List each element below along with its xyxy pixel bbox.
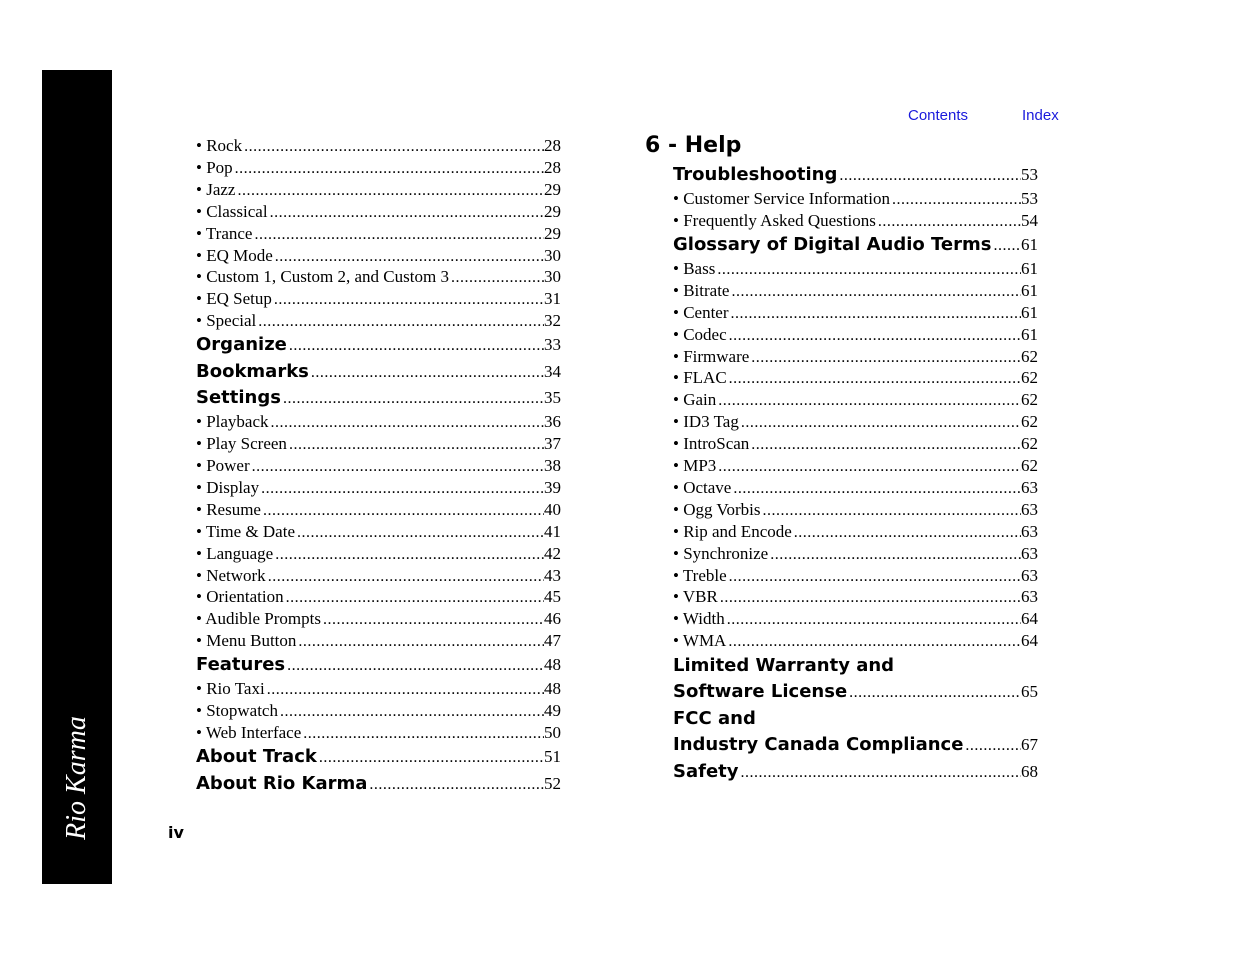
toc-entry[interactable] [196,387,561,408]
toc-entry-page: 33 [544,335,561,355]
toc-entry-label: • Playback [196,412,269,432]
toc-entry[interactable] [673,456,1038,476]
dot-leader [717,261,1021,279]
toc-entry-page: 63 [1021,499,1038,519]
toc-entry-page: 61 [1021,280,1038,300]
toc-entry[interactable] [196,587,561,607]
sidebar-title: Rio Karma [61,716,92,840]
dot-leader [729,327,1021,345]
dot-leader [965,737,1021,755]
toc-entry-label: • Bitrate [673,280,730,300]
toc-entry-page: 43 [544,565,561,585]
toc-entry-safety[interactable] [673,761,1038,782]
toc-entry[interactable] [673,434,1038,454]
toc-entry-page: 52 [544,773,561,793]
toc-entry-page: 31 [544,289,561,309]
toc-entry-label: • Custom 1, Custom 2, and Custom 3 [196,267,449,287]
dot-leader [280,703,544,721]
dot-leader [741,764,1022,782]
toc-entry-page: 64 [1021,631,1038,651]
dot-leader [751,349,1021,367]
toc-entry[interactable] [196,246,561,266]
toc-entry-label: • Jazz [196,179,236,199]
toc-entry-page: 62 [1021,346,1038,366]
toc-entry-page: 50 [544,723,561,742]
dot-leader [271,414,544,432]
toc-entry[interactable] [673,325,1038,345]
toc-entry-label: • EQ Mode [196,245,273,265]
toc-entry-label: • Display [196,477,260,497]
toc-entry-label: • Frequently Asked Questions [673,210,876,230]
dot-leader [297,524,544,542]
dot-leader [254,226,544,244]
toc-entry-label: Organize [196,334,287,356]
toc-entry[interactable] [196,773,561,794]
toc-entry-label: • MP3 [673,456,717,475]
toc-entry[interactable] [196,609,561,629]
dot-leader [287,657,544,675]
toc-entry[interactable] [196,544,561,564]
dot-leader [311,364,544,382]
toc-entry-label: • ID3 Tag [673,412,739,432]
toc-entry[interactable] [196,267,561,287]
toc-entry-page: 61 [1021,258,1038,278]
dot-leader [763,502,1021,520]
dot-leader [289,436,544,454]
toc-entry-label: • Codec [673,324,727,344]
toc-entry-label: • Power [196,456,250,475]
dot-leader [369,776,544,794]
toc-entry[interactable] [196,224,561,244]
toc-entry-page: 62 [1021,456,1038,475]
toc-entry-label: • EQ Setup [196,289,272,309]
toc-entry[interactable] [196,334,561,355]
dot-leader [267,681,544,699]
dot-leader [878,213,1021,231]
toc-entry-label: • Rock [196,136,243,155]
dot-leader [244,138,544,156]
toc-entry-page: 63 [1021,477,1038,497]
toc-entry[interactable] [196,136,561,156]
toc-entry[interactable] [673,587,1038,607]
toc-entry[interactable] [196,289,561,309]
toc-entry-page: 37 [544,434,561,454]
toc-entry-page: 29 [544,223,561,243]
toc-entry-label: • Time & Date [196,521,295,541]
toc-entry-page: 30 [544,267,561,287]
toc-entry-label: • Rip and Encode [673,521,792,541]
toc-entry-label: Safety [673,761,739,782]
toc-entry[interactable] [673,522,1038,542]
toc-entry[interactable] [673,164,1038,185]
toc-entry-label: • Menu Button [196,631,297,651]
toc-entry-page: 61 [1021,324,1038,344]
dot-leader [289,337,544,355]
toc-entry-label: • Customer Service Information [673,189,890,208]
dot-leader [261,480,544,498]
toc-entry[interactable] [196,412,561,432]
toc-entry[interactable] [673,281,1038,301]
dot-leader [892,191,1021,209]
toc-entry-page: 36 [544,412,561,432]
toc-entry-page: 40 [544,499,561,519]
dot-leader [258,313,544,331]
toc-entry[interactable] [196,478,561,498]
toc-entry-label: • Pop [196,157,233,177]
dot-leader [323,611,544,629]
toc-entry-label: Glossary of Digital Audio Terms [673,233,992,255]
toc-entry-label: • Firmware [673,346,750,366]
toc-entry-page: 63 [1021,521,1038,541]
toc-entry-label: • Special [196,311,257,331]
toc-entry-label: About Rio Karma [196,772,368,794]
dot-leader [993,237,1021,255]
toc-entry-label: • WMA [673,631,727,651]
toc-entry-page: 62 [1021,390,1038,410]
dot-leader [718,392,1021,410]
toc-entry-page: 49 [544,701,561,721]
toc-entry-label: Software License [673,681,848,702]
dot-leader [303,725,544,743]
toc-entry-label: • Center [673,302,729,322]
toc-entry[interactable] [673,211,1038,231]
toc-entry-label: • Web Interface [196,723,302,742]
toc-entry[interactable] [673,347,1038,367]
toc-entry-page: 42 [544,543,561,563]
toc-entry-page: 34 [544,361,561,381]
toc-entry-label: Settings [196,387,281,409]
dot-leader [728,633,1021,651]
toc-entry[interactable] [673,234,1038,255]
toc-entry[interactable] [673,390,1038,410]
toc-entry-label: • VBR [673,587,718,607]
dot-leader [849,684,1021,702]
toc-entry-page: 67 [1021,735,1038,754]
toc-entry[interactable] [196,679,561,699]
toc-entry[interactable] [196,654,561,675]
toc-entry[interactable] [196,723,561,743]
toc-entry-label: • Treble [673,565,727,585]
toc-entry-page: 61 [1021,234,1038,254]
toc-entry-page: 48 [544,655,561,675]
toc-entry[interactable] [196,202,561,222]
toc-entry-label: • Ogg Vorbis [673,499,761,519]
toc-entry[interactable] [196,158,561,178]
dot-leader [298,633,544,651]
toc-entry-page: 48 [544,679,561,699]
toc-entry[interactable] [673,259,1038,279]
toc-entry-page: 62 [1021,368,1038,388]
dot-leader [733,480,1021,498]
toc-entry-label: Features [196,654,286,676]
toc-entry[interactable] [196,361,561,382]
toc-entry-page: 47 [544,631,561,651]
toc-entry[interactable] [196,746,561,767]
dot-leader [839,167,1021,185]
toc-entry-label: • Network [196,565,266,585]
toc-entry[interactable] [196,180,561,200]
dot-leader [270,204,544,222]
dot-leader [751,436,1021,454]
toc-entry-fcc[interactable] [673,734,1038,755]
toc-entry-label: • Rio Taxi [196,679,265,699]
toc-entry-label: • Octave [673,477,732,497]
dot-leader [319,749,544,767]
toc-entry-label: • IntroScan [673,434,750,454]
dot-leader [451,269,544,287]
toc-entry-label: • Gain [673,390,717,410]
dot-leader [283,390,544,408]
page-number: iv [168,823,184,842]
toc-entry[interactable] [196,434,561,454]
toc-entry-page: 54 [1021,210,1038,230]
toc-entry-page: 65 [1021,682,1038,701]
dot-leader [237,182,544,200]
toc-entry-page: 61 [1021,302,1038,322]
toc-entry-page: 32 [544,311,561,331]
toc-entry[interactable] [196,631,561,651]
toc-entry-label: • FLAC [673,368,727,388]
toc-entry[interactable] [196,311,561,331]
toc-entry[interactable] [673,500,1038,520]
contents-link[interactable]: Contents [908,107,969,124]
toc-entry-label: Bookmarks [196,360,309,382]
toc-entry-label: • Stopwatch [196,701,278,721]
toc-entry[interactable] [196,456,561,476]
toc-entry-page: 28 [544,157,561,177]
dot-leader [268,568,544,586]
toc-entry-page: 38 [544,456,561,475]
dot-leader [718,458,1021,476]
toc-entry-label: Industry Canada Compliance [673,734,964,755]
dot-leader [263,502,544,520]
toc-entry-label: Troubleshooting [673,164,838,185]
dot-leader [731,305,1021,323]
warranty-heading-line1: Limited Warranty and [673,655,895,676]
toc-entry-page: 63 [1021,543,1038,563]
dot-leader [727,611,1021,629]
toc-entry-page: 63 [1021,587,1038,607]
dot-leader [729,370,1021,388]
toc-entry[interactable] [196,701,561,721]
toc-entry[interactable] [673,609,1038,629]
toc-entry-label: About Track [196,746,317,767]
toc-entry-page: 45 [544,587,561,607]
toc-entry[interactable] [673,631,1038,651]
toc-entry-page: 62 [1021,434,1038,454]
dot-leader [729,568,1021,586]
dot-leader [252,458,544,476]
toc-entry-label: • Bass [673,258,716,278]
toc-entry[interactable] [673,189,1038,209]
toc-entry-page: 29 [544,201,561,221]
dot-leader [275,546,544,564]
toc-entry-label: • Resume [196,499,261,519]
dot-leader [274,291,544,309]
dot-leader [770,546,1021,564]
toc-entry-label: • Classical [196,201,268,221]
toc-entry-page: 29 [544,179,561,199]
dot-leader [720,589,1021,607]
toc-entry-page: 51 [544,747,561,766]
toc-entry[interactable] [196,522,561,542]
toc-entry-label: • Language [196,543,274,563]
toc-entry[interactable] [673,303,1038,323]
toc-entry[interactable] [673,544,1038,564]
toc-entry-page: 46 [544,609,561,629]
dot-leader [235,160,544,178]
toc-entry-page: 68 [1021,762,1038,781]
toc-entry[interactable] [673,478,1038,498]
dot-leader [741,414,1021,432]
toc-entry-label: • Trance [196,223,253,243]
toc-entry-page: 53 [1021,165,1038,184]
index-link[interactable]: Index [1022,107,1059,124]
toc-entry-page: 41 [544,521,561,541]
toc-entry-page: 53 [1021,189,1038,208]
fcc-heading-line1: FCC and [673,708,756,729]
toc-entry[interactable] [673,566,1038,586]
toc-entry-page: 28 [544,136,561,155]
toc-entry[interactable] [196,566,561,586]
dot-leader [286,589,544,607]
toc-entry-label: • Play Screen [196,434,287,454]
toc-entry-label: • Audible Prompts [196,609,321,629]
toc-entry[interactable] [673,368,1038,388]
dot-leader [275,248,544,266]
dot-leader [731,283,1021,301]
toc-entry-page: 63 [1021,565,1038,585]
toc-entry-page: 30 [544,245,561,265]
toc-entry-label: • Synchronize [673,543,769,563]
toc-entry-page: 39 [544,477,561,497]
toc-entry-label: • Width [673,609,725,629]
toc-entry-page: 35 [544,388,561,408]
toc-entry-page: 62 [1021,412,1038,432]
toc-entry-label: • Orientation [196,587,284,607]
chapter-title: 6 - Help [645,133,742,158]
dot-leader [794,524,1021,542]
toc-entry[interactable] [673,412,1038,432]
toc-entry-page: 64 [1021,609,1038,629]
toc-entry[interactable] [196,500,561,520]
toc-entry-warranty[interactable] [673,681,1038,702]
